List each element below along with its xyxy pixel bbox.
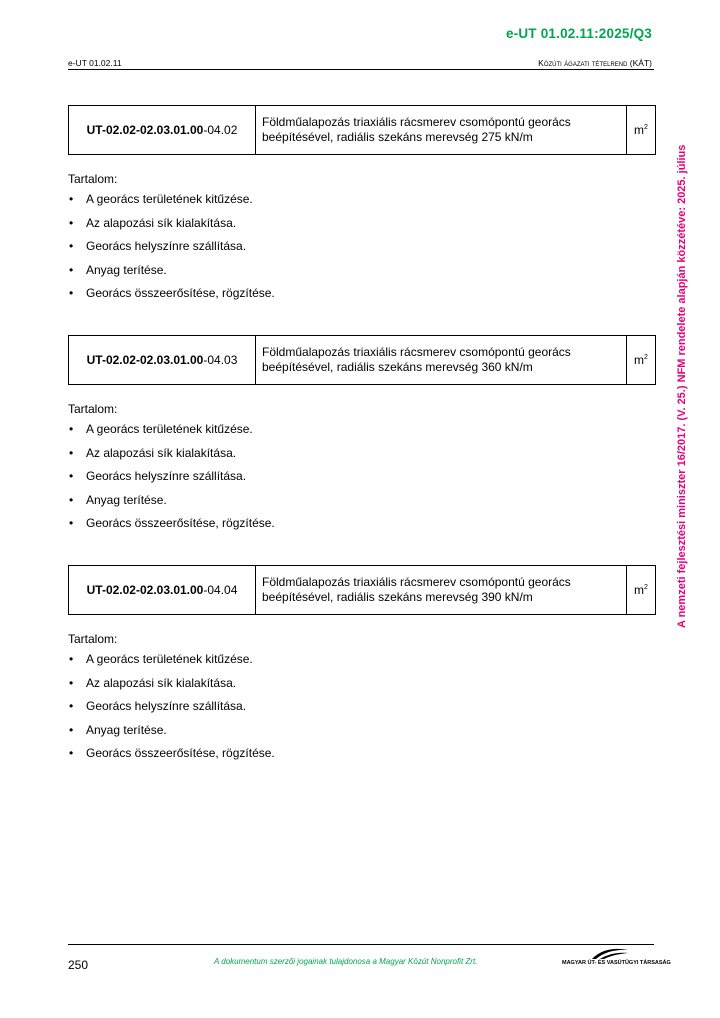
list-item: • Georács helyszínre szállítása. [68, 469, 658, 493]
content-label: Tartalom: [68, 632, 118, 646]
list-item: • Az alapozási sík kialakítása. [68, 216, 658, 240]
item-block [68, 335, 658, 540]
content-label: Tartalom: [68, 172, 118, 186]
item-unit [627, 336, 656, 385]
content-list [68, 192, 658, 310]
item-description: Földműalapozás triaxiális rácsmerev csomópontú georács beépítésével, radiális szekáns merevség 275 kN/m [256, 106, 627, 155]
item-code-main: UT-02.02-02.03.01.00 [86, 583, 204, 597]
content-label: Tartalom: [68, 402, 118, 416]
list-item: • A georács területének kitűzése. [68, 652, 658, 676]
footer-divider [68, 944, 654, 945]
item-table [68, 105, 656, 155]
page-number: 250 [68, 958, 89, 972]
item-block [68, 565, 658, 770]
item-unit [627, 566, 656, 615]
list-item: • A georács területének kitűzése. [68, 422, 658, 446]
unit-exponent: 2 [644, 584, 648, 591]
item-code-suffix: -04.04 [203, 583, 238, 597]
item-code [69, 566, 256, 615]
list-item: • Anyag terítése. [68, 493, 658, 517]
unit-base: m [634, 123, 645, 137]
list-item: • Anyag terítése. [68, 723, 658, 747]
publication-note: A nemzeti fejlesztési miniszter 16/2017. (V. 25.) NFM rendelete alapján közzétéve: 2025. július [676, 144, 688, 628]
content-list [68, 652, 658, 770]
unit-exponent: 2 [644, 354, 648, 361]
item-code-suffix: -04.02 [203, 123, 238, 137]
list-item: • A georács területének kitűzése. [68, 192, 658, 216]
content-list [68, 422, 658, 540]
item-description: Földműalapozás triaxiális rácsmerev csomópontú georács beépítésével, radiális szekáns merevség 390 kN/m [256, 566, 627, 615]
unit-base: m [634, 583, 645, 597]
item-code [69, 336, 256, 385]
publisher-logo [562, 947, 671, 969]
list-item: • Georács összeerősítése, rögzítése. [68, 286, 658, 310]
logo-text: MAGYAR ÚT- ÉS VASÚTÜGYI TÁRSASÁG [562, 960, 671, 966]
item-code-suffix: -04.03 [203, 353, 238, 367]
header-doc-id: e-UT 01.02.11 [68, 58, 122, 68]
item-code [69, 106, 256, 155]
item-description: Földműalapozás triaxiális rácsmerev csomópontú georács beépítésével, radiális szekáns merevség 360 kN/m [256, 336, 627, 385]
list-item: • Georács összeerősítése, rögzítése. [68, 746, 658, 770]
item-code-main: UT-02.02-02.03.01.00 [86, 123, 204, 137]
item-table [68, 335, 656, 385]
list-item: • Anyag terítése. [68, 263, 658, 287]
header-title: Közúti ágazati tételrend (KÁT) [538, 58, 652, 68]
list-item: • Az alapozási sík kialakítása. [68, 676, 658, 700]
list-item: • Georács összeerősítése, rögzítése. [68, 516, 658, 540]
item-table [68, 565, 656, 615]
unit-exponent: 2 [644, 124, 648, 131]
item-unit [627, 106, 656, 155]
copyright-notice: A dokumentum szerzői jogainak tulajdonosa a Magyar Közút Nonprofit Zrt. [214, 957, 478, 966]
item-block [68, 105, 658, 310]
header-divider [68, 69, 654, 70]
item-code-main: UT-02.02-02.03.01.00 [86, 353, 204, 367]
list-item: • Georács helyszínre szállítása. [68, 699, 658, 723]
unit-base: m [634, 353, 645, 367]
swoosh-logo-icon [590, 947, 630, 961]
document-code: e-UT 01.02.11:2025/Q3 [505, 26, 652, 41]
list-item: • Georács helyszínre szállítása. [68, 239, 658, 263]
list-item: • Az alapozási sík kialakítása. [68, 446, 658, 470]
